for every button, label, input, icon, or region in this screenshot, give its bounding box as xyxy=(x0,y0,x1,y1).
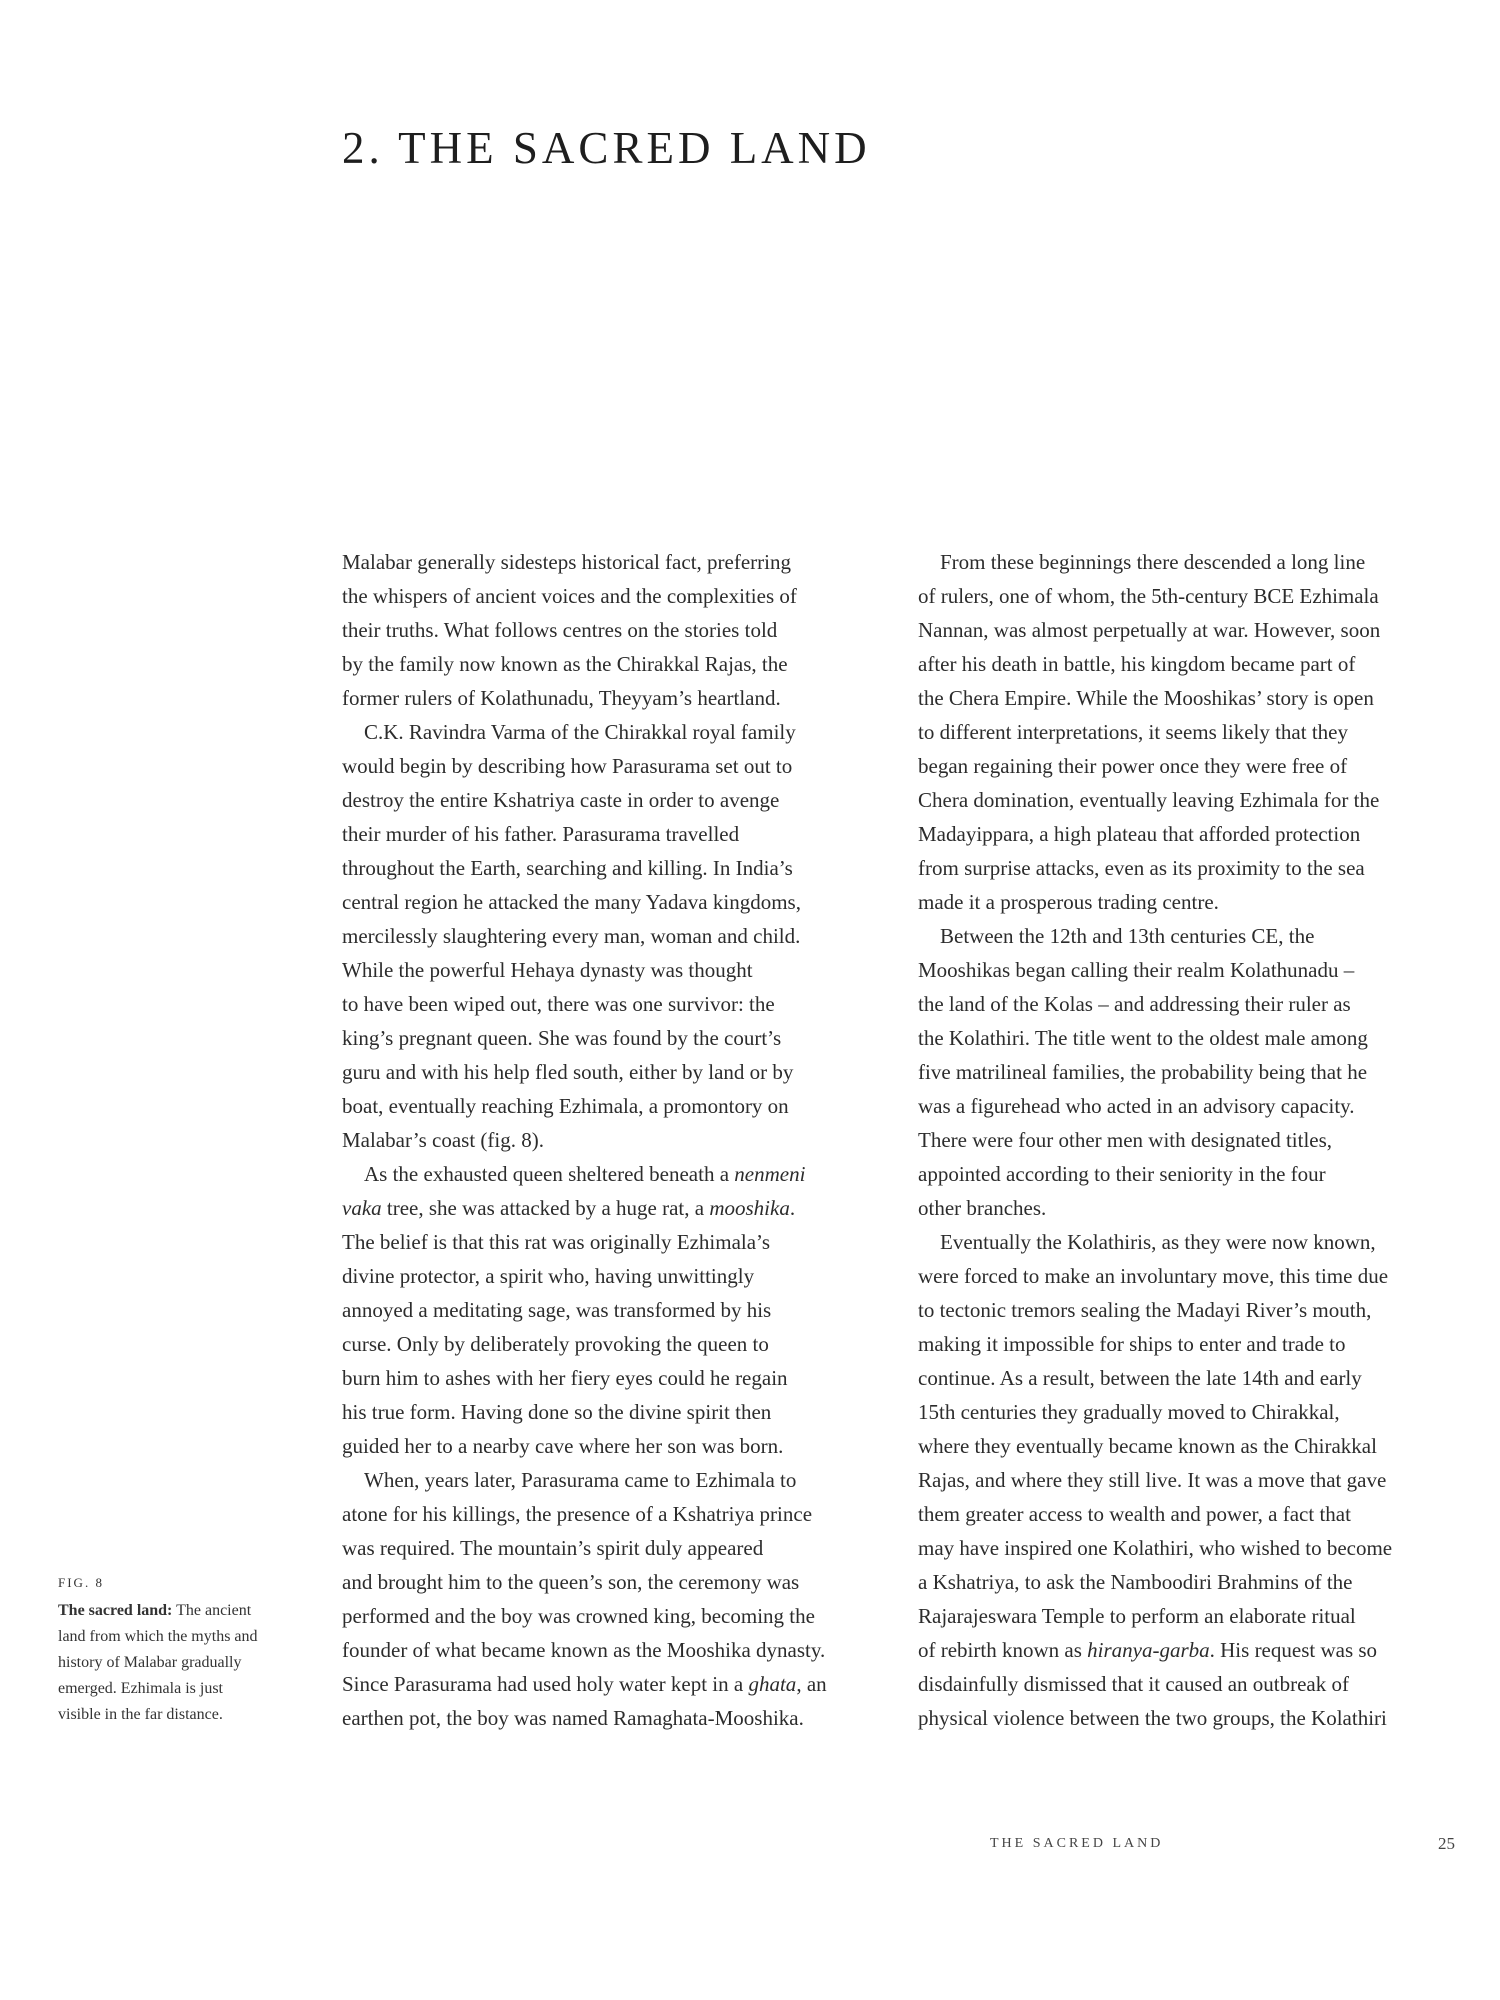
chapter-title: 2. THE SACRED LAND xyxy=(342,123,871,173)
italic-term: vaka xyxy=(342,1196,382,1220)
text-line: curse. Only by deliberately provoking the queen to xyxy=(342,1332,769,1356)
text-line: burn him to ashes with her fiery eyes could he regain xyxy=(342,1366,788,1390)
running-head: THE SACRED LAND xyxy=(990,1836,1164,1851)
italic-term: nenmeni xyxy=(734,1162,806,1186)
text-line xyxy=(342,1191,907,1225)
paragraph xyxy=(342,1463,907,1735)
text-line: Eventually the Kolathiris, as they were now known, xyxy=(940,1230,1376,1254)
text-line: When, years later, Parasurama came to Ezhimala to xyxy=(364,1468,797,1492)
figure-caption xyxy=(58,1572,308,1728)
text-line: Nannan, was almost perpetually at war. However, soon xyxy=(918,618,1381,642)
text-line: them greater access to wealth and power, a fact that xyxy=(918,1502,1351,1526)
text-line: boat, eventually reaching Ezhimala, a promontory on xyxy=(342,1094,789,1118)
text-line: the land of the Kolas – and addressing their ruler as xyxy=(918,992,1351,1016)
text-line: would begin by describing how Parasurama set out to xyxy=(342,754,793,778)
paragraph xyxy=(342,715,907,1157)
text-line: Chera domination, eventually leaving Ezhimala for the xyxy=(918,788,1380,812)
text-run: , an xyxy=(796,1672,827,1696)
text-line: his true form. Having done so the divine spirit then xyxy=(342,1400,772,1424)
text-line: making it impossible for ships to enter and trade to xyxy=(918,1332,1346,1356)
text-line: by the family now known as the Chirakkal Rajas, the xyxy=(342,652,788,676)
caption-line: The ancient xyxy=(172,1602,252,1619)
text-line: Mooshikas began calling their realm Kolathunadu – xyxy=(918,958,1355,982)
caption-line: emerged. Ezhimala is just xyxy=(58,1680,223,1697)
text-line: king’s pregnant queen. She was found by the court’s xyxy=(342,1026,782,1050)
text-line: other branches. xyxy=(918,1196,1047,1220)
text-line: began regaining their power once they were free of xyxy=(918,754,1348,778)
text-line xyxy=(342,1667,907,1701)
caption-text xyxy=(58,1598,308,1728)
italic-term: mooshika xyxy=(709,1196,790,1220)
page-number: 25 xyxy=(1438,1834,1455,1853)
text-line: There were four other men with designated titles, xyxy=(918,1128,1333,1152)
text-line: former rulers of Kolathunadu, Theyyam’s heartland. xyxy=(342,686,781,710)
text-line: founder of what became known as the Mooshika dynasty. xyxy=(342,1638,826,1662)
left-column xyxy=(342,545,907,1735)
text-line: from surprise attacks, even as its proximity to the sea xyxy=(918,856,1365,880)
paragraph xyxy=(918,1225,1483,1735)
text-line: may have inspired one Kolathiri, who wished to become xyxy=(918,1536,1393,1560)
text-line: The belief is that this rat was originally Ezhimala’s xyxy=(342,1230,771,1254)
paragraph xyxy=(342,545,907,715)
text-line: Rajas, and where they still live. It was a move that gave xyxy=(918,1468,1387,1492)
text-line: central region he attacked the many Yadava kingdoms, xyxy=(342,890,801,914)
text-run: of rebirth known as xyxy=(918,1638,1088,1662)
text-run: tree, she was attacked by a huge rat, a xyxy=(381,1196,710,1220)
text-line: While the powerful Hehaya dynasty was thought xyxy=(342,958,753,982)
text-line: Malabar’s coast (fig. 8). xyxy=(342,1128,544,1152)
text-line: continue. As a result, between the late 14th and early xyxy=(918,1366,1362,1390)
text-line: a Kshatriya, to ask the Namboodiri Brahmins of the xyxy=(918,1570,1353,1594)
caption-line: visible in the far distance. xyxy=(58,1706,223,1723)
text-line: destroy the entire Kshatriya caste in order to avenge xyxy=(342,788,780,812)
text-line: Rajarajeswara Temple to perform an elaborate ritual xyxy=(918,1604,1356,1628)
text-line: 15th centuries they gradually moved to Chirakkal, xyxy=(918,1400,1340,1424)
text-line: to different interpretations, it seems likely that they xyxy=(918,720,1348,744)
text-line: Madayippara, a high plateau that afforded protection xyxy=(918,822,1361,846)
text-line: after his death in battle, his kingdom became part of xyxy=(918,652,1356,676)
text-line: the whispers of ancient voices and the complexities of xyxy=(342,584,797,608)
paragraph xyxy=(918,919,1483,1225)
text-run: . xyxy=(789,1196,796,1220)
text-line: were forced to make an involuntary move, this time due xyxy=(918,1264,1389,1288)
text-line: From these beginnings there descended a long line xyxy=(940,550,1366,574)
text-line: guru and with his help fled south, either by land or by xyxy=(342,1060,794,1084)
text-line xyxy=(342,1157,907,1191)
italic-term: hiranya-garba xyxy=(1087,1638,1210,1662)
text-line: Between the 12th and 13th centuries CE, the xyxy=(940,924,1315,948)
text-line: performed and the boy was crowned king, becoming the xyxy=(342,1604,815,1628)
text-line: throughout the Earth, searching and killing. In India’s xyxy=(342,856,793,880)
text-line: and brought him to the queen’s son, the ceremony was xyxy=(342,1570,800,1594)
text-line: atone for his killings, the presence of a Kshatriya prince xyxy=(342,1502,813,1526)
text-line: was a figurehead who acted in an advisory capacity. xyxy=(918,1094,1355,1118)
text-run: Since Parasurama had used holy water kept in a xyxy=(342,1672,749,1696)
text-line: of rulers, one of whom, the 5th-century BCE Ezhimala xyxy=(918,584,1379,608)
right-column xyxy=(918,545,1483,1735)
caption-title: The sacred land: xyxy=(58,1602,173,1619)
text-line: physical violence between the two groups, the Kolathiri xyxy=(918,1706,1387,1730)
figure-label: FIG. 8 xyxy=(58,1575,104,1590)
text-line: appointed according to their seniority in the four xyxy=(918,1162,1326,1186)
italic-term: ghata xyxy=(748,1672,797,1696)
text-line: five matrilineal families, the probability being that he xyxy=(918,1060,1368,1084)
text-line: to tectonic tremors sealing the Madayi River’s mouth, xyxy=(918,1298,1372,1322)
text-line: guided her to a nearby cave where her son was born. xyxy=(342,1434,784,1458)
text-run: As the exhausted queen sheltered beneath a xyxy=(364,1162,735,1186)
text-line: Malabar generally sidesteps historical fact, preferring xyxy=(342,550,791,574)
text-line: divine protector, a spirit who, having unwittingly xyxy=(342,1264,755,1288)
text-line: their truths. What follows centres on the stories told xyxy=(342,618,778,642)
text-line: the Chera Empire. While the Mooshikas’ story is open xyxy=(918,686,1374,710)
text-line: made it a prosperous trading centre. xyxy=(918,890,1219,914)
text-line xyxy=(918,1633,1483,1667)
text-line: earthen pot, the boy was named Ramaghata-Mooshika. xyxy=(342,1706,804,1730)
text-line: mercilessly slaughtering every man, woman and child. xyxy=(342,924,801,948)
paragraph xyxy=(342,1157,907,1463)
text-line: C.K. Ravindra Varma of the Chirakkal royal family xyxy=(364,720,796,744)
text-line: was required. The mountain’s spirit duly appeared xyxy=(342,1536,764,1560)
text-line: disdainfully dismissed that it caused an outbreak of xyxy=(918,1672,1349,1696)
caption-line: land from which the myths and xyxy=(58,1628,258,1645)
paragraph xyxy=(918,545,1483,919)
text-line: where they eventually became known as the Chirakkal xyxy=(918,1434,1377,1458)
text-line: to have been wiped out, there was one survivor: the xyxy=(342,992,775,1016)
caption-line: history of Malabar gradually xyxy=(58,1654,242,1671)
text-run: . His request was so xyxy=(1209,1638,1378,1662)
text-line: the Kolathiri. The title went to the oldest male among xyxy=(918,1026,1368,1050)
text-line: annoyed a meditating sage, was transformed by his xyxy=(342,1298,772,1322)
text-line: their murder of his father. Parasurama travelled xyxy=(342,822,740,846)
